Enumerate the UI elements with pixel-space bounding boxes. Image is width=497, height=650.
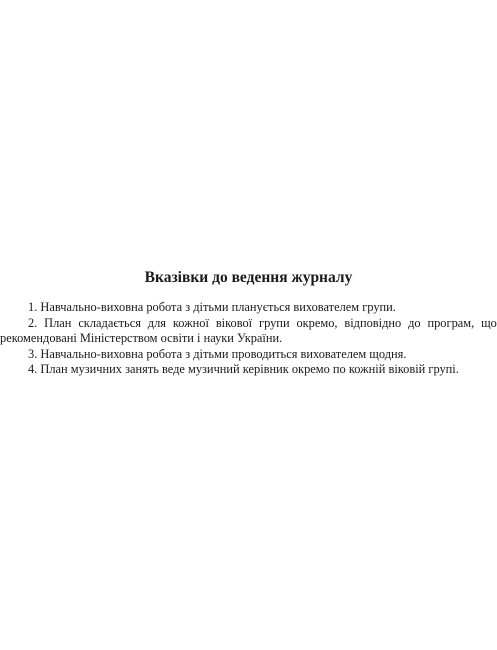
instruction-item-2-line-1 (28, 316, 497, 332)
word: відповідно (344, 315, 402, 330)
word: складається (78, 315, 141, 330)
word: 2. (28, 315, 38, 330)
word: до (408, 315, 421, 330)
word: групи (259, 315, 290, 330)
word: План (44, 315, 72, 330)
instruction-item-4: 4. План музичних занять веде музичний керівник окремо по кожній віковій групі. (28, 362, 459, 377)
word: окремо, (296, 315, 338, 330)
word: для (147, 315, 166, 330)
instruction-item-2-line-2: рекомендовані Міністерством освіти і науки України. (0, 331, 283, 346)
instructions-list (0, 300, 497, 378)
instruction-item-3: 3. Навчально-виховна робота з дітьми проводиться вихователем щодня. (28, 346, 407, 361)
instruction-item-1: 1. Навчально-виховна робота з дітьми планується вихователем групи. (28, 300, 396, 314)
instruction-item-2 (0, 316, 497, 347)
word: що (481, 315, 497, 330)
document-title: Вказівки до ведення журналу (144, 269, 353, 286)
word: вікової (215, 315, 253, 330)
word: програм, (427, 315, 475, 330)
word: кожної (172, 315, 209, 330)
